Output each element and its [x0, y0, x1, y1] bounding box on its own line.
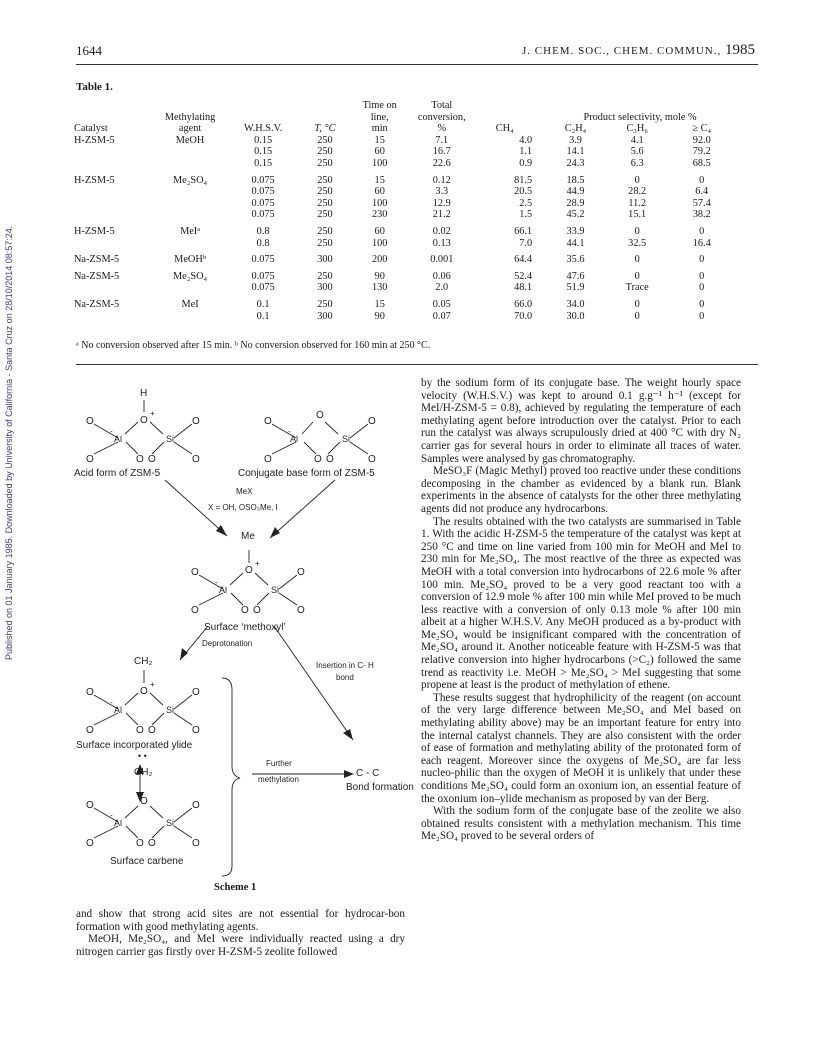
svg-text:O: O [140, 415, 148, 426]
table-cell: 0.075 [251, 254, 275, 266]
svg-text:O: O [192, 416, 200, 427]
table-cell: 90 [374, 270, 385, 282]
th-c4: ≥ C₄ [692, 123, 712, 135]
svg-text:-: - [215, 578, 218, 587]
table-cell: 7.0 [519, 237, 533, 249]
table-cell: Trace [625, 282, 649, 294]
agent-cell: MeI [181, 298, 199, 310]
scheme-caption: Scheme 1 [214, 882, 257, 893]
svg-text:O: O [86, 725, 94, 736]
table-footnote: ᵃ No conversion observed after 15 min. ᵇ No conversion observed for 160 min at 250 °C. [76, 340, 431, 351]
table-cell: 0.1 [256, 310, 270, 322]
svg-text:Si: Si [166, 434, 175, 444]
table-cell: 35.6 [566, 254, 585, 266]
table-cell: 0 [699, 225, 705, 237]
table-cell: 0.13 [432, 237, 451, 249]
table-cell: 15.1 [628, 209, 647, 221]
svg-text:Si: Si [166, 818, 175, 828]
svg-text:O: O [140, 686, 148, 697]
table-cell: 44.9 [566, 186, 585, 198]
table-cell: 0 [699, 270, 705, 282]
carbene-label: Surface carbene [110, 856, 184, 867]
table-cell: 66.1 [514, 225, 533, 237]
svg-text:O: O [297, 605, 305, 616]
table-cell: 18.5 [566, 174, 585, 186]
table-cell: 250 [317, 225, 333, 237]
svg-text:Me: Me [241, 531, 255, 542]
table-cell: 0.02 [432, 225, 451, 237]
table-cell: 0.075 [251, 270, 275, 282]
table-row [74, 299, 734, 311]
th-conv-1: Total [431, 100, 453, 111]
th-time-1: Time on [362, 100, 397, 111]
table-cell: 250 [317, 174, 333, 186]
table-cell: 68.5 [692, 157, 711, 169]
table-rule [76, 364, 758, 365]
table-cell: 60 [374, 225, 385, 237]
table-cell: 15 [374, 174, 385, 186]
table-cell: 64.4 [514, 254, 533, 266]
further-label: Further [266, 759, 292, 768]
table-cell: 100 [371, 237, 388, 249]
svg-text:O: O [192, 454, 200, 465]
svg-text:O: O [191, 605, 199, 616]
table-cell: 2.5 [519, 197, 533, 209]
table-cell: 250 [317, 146, 333, 158]
th-selectivity: Product selectivity, mole % [583, 111, 697, 123]
svg-text:O: O [192, 838, 200, 849]
table-cell: 0 [634, 310, 640, 322]
table-cell: 300 [317, 254, 333, 266]
table-cell: 0.075 [251, 282, 275, 294]
table-cell: 60 [374, 186, 385, 198]
catalyst-cell: Na-ZSM-5 [74, 254, 120, 266]
table-row [74, 282, 734, 294]
table-row [74, 186, 734, 198]
svg-text:O: O [192, 687, 200, 698]
table-cell: 12.9 [432, 197, 451, 209]
table-cell: 7.1 [435, 134, 449, 146]
svg-text:• •: • • [138, 751, 147, 761]
svg-text:Al: Al [114, 818, 123, 828]
table-cell: 250 [317, 197, 333, 209]
table-cell: 70.0 [514, 310, 533, 322]
svg-text:CH₂: CH₂ [134, 656, 153, 667]
th-whsv: W.H.S.V. [243, 123, 283, 135]
insertion-label-2: bond [336, 673, 354, 682]
th-conv-3: % [437, 123, 447, 135]
methylation-label: methylation [258, 775, 299, 784]
th-c2h4: C₂H₄ [564, 123, 587, 135]
agent-cell: Me₂SO₄ [173, 270, 208, 282]
table-cell: 0 [699, 310, 705, 322]
table-cell: 44.1 [566, 237, 585, 249]
th-temp: T, °C [314, 123, 336, 135]
table-cell: 16.7 [432, 146, 451, 158]
bond-formation-label: Bond formation [346, 782, 414, 793]
table-row [74, 238, 734, 250]
table-cell: 2.0 [435, 282, 449, 294]
svg-text:O: O [297, 567, 305, 578]
table-cell: 60 [374, 146, 385, 158]
svg-text:O: O [314, 454, 322, 465]
svg-text:O: O [264, 454, 272, 465]
table-cell: 250 [317, 209, 333, 221]
table-row [74, 271, 734, 283]
table-cell: 6.4 [695, 186, 709, 198]
catalyst-cell: Na-ZSM-5 [74, 270, 120, 282]
svg-text:Si: Si [271, 585, 280, 595]
svg-text:CH₂: CH₂ [134, 767, 153, 778]
agent-cell: Me₂SO₄ [173, 174, 208, 186]
table-cell: 4.1 [630, 134, 644, 146]
th-agent-1: Methylating [164, 111, 216, 123]
table-row [74, 158, 734, 170]
table-cell: 0.05 [432, 298, 451, 310]
table-cell: 0 [699, 254, 705, 266]
download-notice: Published on 01 January 1985. Downloaded by University of California - Santa Cruz on 28/10/2014 08:57:24. [4, 225, 14, 660]
svg-text:Si: Si [342, 434, 351, 444]
acid-form-label: Acid form of ZSM-5 [74, 468, 161, 479]
reagent-label: MeX [236, 487, 253, 496]
svg-text:O: O [192, 725, 200, 736]
table-cell: 0 [634, 254, 640, 266]
table-row [74, 311, 734, 323]
table-cell: 11.2 [628, 197, 646, 209]
table-cell: 1.1 [519, 146, 533, 158]
table-cell: 0.075 [251, 174, 275, 186]
table-title: Table 1. [76, 81, 113, 93]
table-cell: 90 [374, 310, 385, 322]
table-cell: 1.5 [519, 209, 533, 221]
table-cell: 250 [317, 298, 333, 310]
table-cell: 0.15 [254, 157, 273, 169]
svg-text:O: O [86, 687, 94, 698]
table-row [74, 198, 734, 210]
svg-text:Al: Al [114, 705, 123, 715]
svg-text:-: - [110, 698, 113, 707]
svg-text:-: - [110, 427, 113, 436]
table-cell: 92.0 [692, 134, 711, 146]
table-cell: 0 [634, 270, 640, 282]
agent-cell: MeIᵃ [180, 225, 201, 237]
svg-text:O: O [86, 800, 94, 811]
svg-text:O: O [245, 565, 253, 576]
table-cell: 0.8 [256, 225, 270, 237]
svg-text:O: O [316, 410, 324, 421]
table-cell: 130 [371, 282, 388, 294]
svg-text:O: O [136, 725, 144, 736]
table-cell: 0.06 [432, 270, 451, 282]
table-row [74, 254, 734, 266]
insertion-label-1: Insertion in C- H [316, 661, 374, 670]
svg-text:O: O [264, 416, 272, 427]
table-cell: 0.001 [430, 254, 454, 266]
svg-text:O: O [368, 416, 376, 427]
table-cell: 100 [371, 157, 388, 169]
table-cell: 45.2 [566, 209, 585, 221]
right-paragraph-2: MeSO₃F (Magic Methyl) proved too reactive under these conditions decomposing in the chamber as evidenced by a blank run. Blank experiments in the absence of catalysts for the other three methylating agents did not produce any hydrocarbons. [421, 465, 741, 515]
table-cell: 100 [371, 197, 388, 209]
table-cell: 20.5 [514, 186, 533, 198]
svg-text:O: O [191, 567, 199, 578]
svg-text:+: + [255, 559, 260, 568]
table-cell: 15 [374, 134, 385, 146]
svg-text:+: + [150, 680, 155, 689]
table-cell: 250 [317, 134, 333, 146]
cc-label: C - C [356, 768, 380, 779]
table-cell: 0.075 [251, 209, 275, 221]
catalyst-cell: Na-ZSM-5 [74, 298, 120, 310]
table-cell: 0.07 [432, 310, 451, 322]
table-row [74, 226, 734, 238]
left-column-text [76, 908, 405, 958]
table-cell: 0 [699, 282, 705, 294]
table-cell: 0 [699, 298, 705, 310]
table-cell: 5.6 [630, 146, 644, 158]
svg-text:Al: Al [219, 585, 228, 595]
svg-text:Al: Al [290, 434, 299, 444]
table-cell: 66.0 [514, 298, 533, 310]
svg-text:O: O [148, 725, 156, 736]
table-cell: 34.0 [566, 298, 585, 310]
right-paragraph-4: These results suggest that hydrophilicity of the reagent (on account of the very large difference between Me₂SO₄ and MeI based on methylating ability above) may be an important feature for entry into the internal catalyst channels. They are also consistent with the order of ease of formation and methylating ability of the protonated form of each reagent. Moreover since the oxygens of Me₂SO₄ are far less nucleo-philic than the oxygen of MeOH it is unlikely that under these conditions Me₂SO₄ could form an oxonium ion, an essential feature of the oxonium ion–ylide mechanism as proposed by van der Berg. [421, 691, 741, 805]
svg-text:O: O [326, 454, 334, 465]
table-cell: 250 [317, 237, 333, 249]
left-paragraph-2: MeOH, Me₂SO₄, and MeI were individually reacted using a dry nitrogen carrier gas firstly over H-ZSM-5 zeolite followed [76, 933, 405, 958]
table-cell: 300 [317, 310, 333, 322]
svg-text:Al: Al [114, 434, 123, 444]
table-cell: 0.1 [256, 298, 270, 310]
table-cell: 0.8 [256, 237, 270, 249]
scheme-1-diagram [70, 378, 415, 878]
table-cell: 3.9 [569, 134, 582, 146]
table-cell: 0.15 [254, 146, 273, 158]
svg-text:O: O [86, 838, 94, 849]
agent-cell: MeOHᵇ [174, 254, 206, 266]
table-cell: 300 [317, 282, 333, 294]
table-row [74, 146, 734, 158]
svg-text:-: - [110, 811, 113, 820]
table-cell: 250 [317, 270, 333, 282]
svg-text:O: O [368, 454, 376, 465]
table-cell: 33.9 [566, 225, 585, 237]
results-table [74, 100, 734, 322]
svg-text:-: - [288, 427, 291, 436]
table-cell: 0.12 [432, 174, 451, 186]
table-cell: 32.5 [628, 237, 647, 249]
catalyst-cell: H-ZSM-5 [74, 134, 115, 146]
table-cell: 230 [371, 209, 388, 221]
table-cell: 0 [634, 298, 640, 310]
table-cell: 81.5 [514, 174, 533, 186]
svg-text:O: O [86, 454, 94, 465]
table-cell: 0.075 [251, 197, 275, 209]
journal-year: 1985 [725, 42, 755, 58]
table-row [74, 209, 734, 221]
svg-text:O: O [192, 800, 200, 811]
table-cell: 0 [634, 225, 640, 237]
conjugate-base-label: Conjugate base form of ZSM-5 [238, 468, 375, 479]
svg-text:O: O [241, 605, 249, 616]
th-agent-2: agent [178, 123, 202, 135]
th-c3h6: C₃H₆ [626, 123, 648, 135]
th-time-2: line, [370, 111, 389, 123]
table-cell: 16.4 [692, 237, 711, 249]
svg-text:+: + [150, 409, 155, 418]
methoxyl-label: Surface ‘methoxyl’ [204, 622, 286, 633]
svg-text:O: O [140, 796, 148, 807]
th-conv-2: conversion, [417, 111, 466, 123]
right-paragraph-5: With the sodium form of the conjugate base of the zeolite we also obtained results consistent with a methylation mechanism. This time Me₂SO₄ proved to be several orders of [421, 805, 741, 843]
th-catalyst: Catalyst [74, 123, 108, 135]
svg-text:Si: Si [166, 705, 175, 715]
agent-cell: MeOH [175, 134, 205, 146]
table-cell: 0.075 [251, 186, 275, 198]
table-cell: 28.2 [628, 186, 647, 198]
table-cell: 250 [317, 157, 333, 169]
table-cell: 15 [374, 298, 385, 310]
svg-text:O: O [148, 454, 156, 465]
svg-text:O: O [253, 605, 261, 616]
th-ch4: CH₄ [495, 123, 514, 135]
svg-text:O: O [136, 454, 144, 465]
deprotonation-label: Deprotonation [202, 639, 253, 648]
svg-text:O: O [86, 416, 94, 427]
table-cell: 3.3 [435, 186, 449, 198]
table-cell: 38.2 [692, 209, 711, 221]
table-cell: 6.3 [630, 157, 644, 169]
journal-header [522, 42, 755, 59]
header-rule [76, 64, 758, 65]
table-cell: 30.0 [566, 310, 585, 322]
table-row [74, 135, 734, 147]
table-cell: 22.6 [432, 157, 451, 169]
table-cell: 79.2 [692, 146, 711, 158]
svg-text:O: O [148, 838, 156, 849]
table-cell: 57.4 [692, 197, 711, 209]
table-cell: 24.3 [566, 157, 585, 169]
th-time-3: min [371, 123, 388, 135]
table-cell: 0 [699, 174, 705, 186]
reagent-definition: X = OH, OSO₃Me, I [208, 503, 278, 512]
left-paragraph-1: and show that strong acid sites are not essential for hydrocar-bon formation with good methylating agents. [76, 908, 405, 933]
atom-h: H [140, 388, 148, 399]
table-cell: 21.2 [432, 209, 451, 221]
table-cell: 48.1 [514, 282, 533, 294]
right-column-text [421, 377, 741, 843]
right-paragraph-3: The results obtained with the two catalysts are summarised in Table 1. With the acidic H-ZSM-5 the temperature of the catalyst was kept at 250 °C and time on line varied from 100 min for MeOH and MeI to 230 min for Me₂SO₄. The most reactive of the three as expected was MeOH with a total conversion into hydrocarbons of 22.6 mole % after 100 min. Me₂SO₄ proved to be a very good reactant too with a conversion of 12.9 mole % after 100 min while MeI proved to be much less reactive with a conversion of only 0.13 mole % after 100 min albeit at a higher W.H.S.V. Any MeOH produced as a by-product with Me₂SO₄ would be insignificant compared with the concentration of Me₂SO₄ around it. Another noticeable feature with H-ZSM-5 was that relative conversion into higher hydrocarbons (>C₂) followed the same trend as reactivity i.e. MeOH > Me₂SO₄ > MeI suggesting that some propene at least is the product of methylation of ethene. [421, 515, 741, 692]
table-cell: 200 [371, 254, 388, 266]
catalyst-cell: H-ZSM-5 [74, 225, 115, 237]
table-cell: 0.9 [519, 157, 533, 169]
table-cell: 14.1 [566, 146, 585, 158]
right-paragraph-1: by the sodium form of its conjugate base. The weight hourly space velocity (W.H.S.V.) was kept to around 0.1 g.g⁻¹ h⁻¹ (except for MeI/H-ZSM-5 = 0.8), achieved by regulating the temperature of each methylating agent before introduction over the catalyst. Prior to each run the catalyst was always scrupulously dried at 400 °C with dry N₂ carrier gas for several hours in order to eliminate all traces of water. Samples were analysed by gas chromatography. [421, 377, 741, 465]
catalyst-cell: H-ZSM-5 [74, 174, 115, 186]
table-row [74, 175, 734, 187]
journal-name: J. CHEM. SOC., CHEM. COMMUN., [522, 45, 722, 57]
ylide-label: Surface incorporated ylide [76, 740, 193, 751]
table-cell: 47.6 [566, 270, 585, 282]
page-number: 1644 [76, 43, 102, 58]
table-cell: 52.4 [514, 270, 533, 282]
table-cell: 250 [317, 186, 333, 198]
table-cell: 0 [634, 174, 640, 186]
table-cell: 28.9 [566, 197, 585, 209]
svg-text:O: O [136, 838, 144, 849]
table-cell: 4.0 [519, 134, 533, 146]
table-cell: 51.9 [566, 282, 585, 294]
table-cell: 0.15 [254, 134, 273, 146]
